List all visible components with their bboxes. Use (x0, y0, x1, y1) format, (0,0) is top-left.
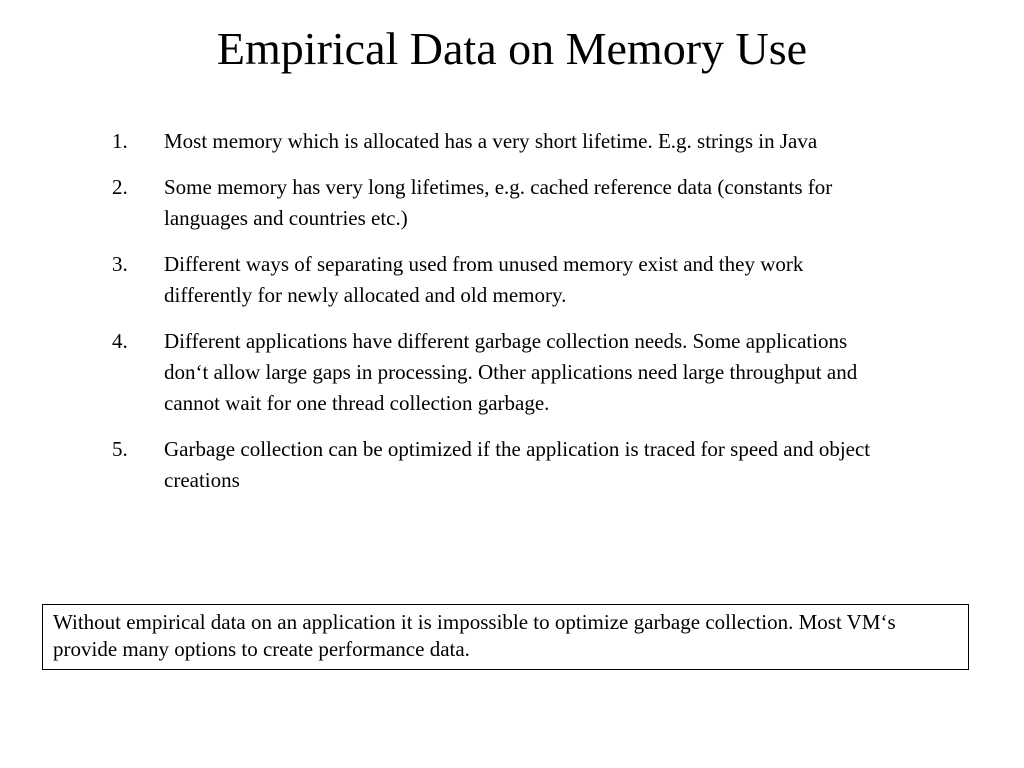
point-text: Different ways of separating used from unused memory exist and they work differently for newly allocated and old memory. (164, 252, 804, 307)
point-item (112, 434, 892, 496)
point-number: 3. (112, 252, 128, 276)
point-number: 2. (112, 175, 128, 199)
summary-note-box (42, 604, 969, 670)
point-text: Garbage collection can be optimized if the application is traced for speed and object creations (164, 437, 871, 492)
point-item (112, 126, 892, 157)
point-text: Some memory has very long lifetimes, e.g. cached reference data (constants for languages and countries etc.) (164, 175, 833, 230)
point-text: Different applications have different garbage collection needs. Some applications don‘t allow large gaps in processing. Other applications need large throughput and cannot wait for one thread collection garbage. (164, 329, 858, 415)
numbered-point-list (112, 126, 892, 511)
point-item (112, 326, 892, 419)
point-text: Most memory which is allocated has a very short lifetime. E.g. strings in Java (164, 129, 818, 153)
slide-title: Empirical Data on Memory Use (216, 23, 808, 74)
point-number: 5. (112, 437, 128, 461)
point-item (112, 172, 892, 234)
summary-note-text: Without empirical data on an application it is impossible to optimize garbage collection. Most VM‘s provide many options to create performance data. (53, 610, 896, 661)
point-number: 1. (112, 129, 128, 153)
point-item (112, 249, 892, 311)
point-number: 4. (112, 329, 128, 353)
